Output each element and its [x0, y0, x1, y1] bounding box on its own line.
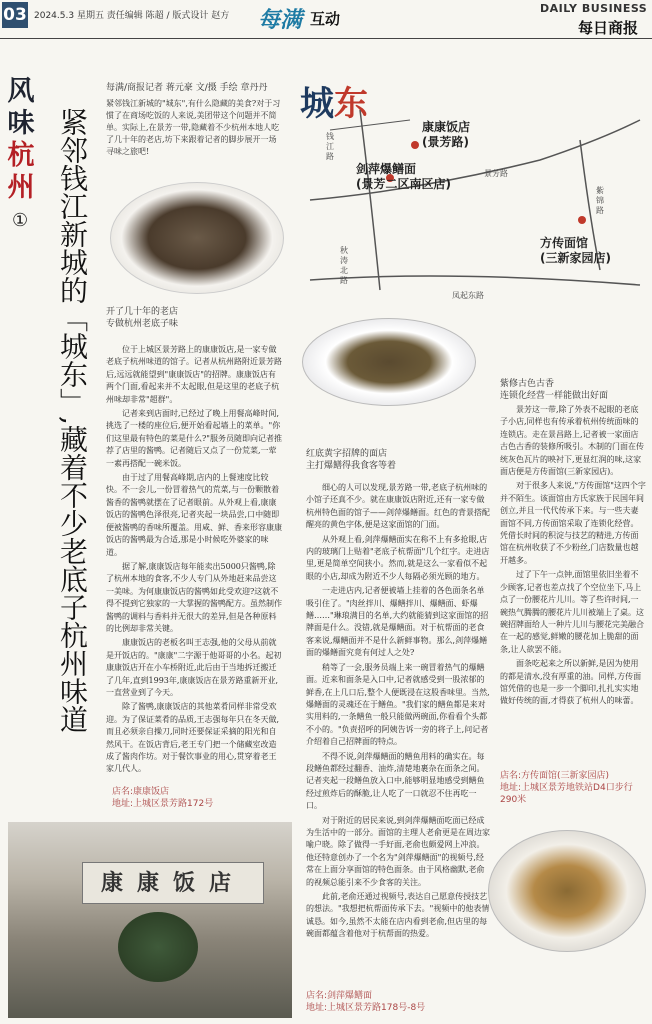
paragraph: 据了解,康康饭店每年能卖出5000只酱鸭,除了杭州本地的食客,不少人专门从外地赶来品尝这一美味。为何康康饭店的酱鸭如此受欢迎?这就不得不提到它独家的一大掌握的酱鸭配方。虽然制作酱鸭的调料与香料并无很大的差异,但是各种原料的比例却非常关键。: [106, 561, 282, 633]
paragraph: 康康饭店的老板名叫王志强,他的父母从前就是开饭店的。"康康"二字源于他哥哥的小名。起初康康饭店开在小车桥附近,此后由于当地拆迁搬迁了几年,直到1993年,康康饭店在景芳路重新开业,一直营业到了今天。: [106, 638, 282, 697]
map-shop-label: [356, 162, 451, 192]
paragraph: 除了酱鸭,康康饭店的其他菜肴同样非常受欢迎。为了保证菜肴的品质,王志强每年只在冬天做,而且必须亲自操刀,同时还要保证采摘的阳光和自然风干。在饭店背后,老王专门把一个储藏室改造成了酱肉作坊。对于餐饮事业的用心,贯穿着老王家几代人。: [106, 702, 280, 774]
storefront-sign: 康康饭店: [82, 862, 264, 904]
road-label: 景芳路: [484, 169, 508, 178]
page-number: 03: [2, 2, 28, 28]
caption-line: 专做杭州老底子味: [106, 319, 179, 329]
duck-dish-photo: [110, 182, 284, 294]
address-line: 地址:上城区景芳路172号: [112, 799, 214, 809]
intro-text: 紧邻钱江新城的"城东",有什么隐藏的美食?对于习惯了在商场吃饭的人来说,美团带这个问题并不简单。实际上,在景芳一带,隐藏着不少杭州本地人吃了几十年的老店,坊下来跟着记者的脚步展开一场寻味之旅吧!: [106, 99, 281, 156]
brand-cn: 每日商报: [578, 19, 639, 37]
map-title-char: 东: [334, 84, 368, 124]
tree-shape: [118, 912, 198, 982]
section-title: 互动: [310, 10, 341, 28]
paragraph: 对于很多人来说,"方传面馆"这四个字并不陌生。该面馆由方氏家族于民国年间创立,并且一代代传承下来。与一些夫妻面馆不同,方传面馆采取了连锁化经营。凭借长时间的积淀与技艺的精进,方传面馆在杭州收获了不少粉丝,门店数量也越开越多。: [500, 481, 646, 565]
caption-line: 红底黄字招牌的面店: [306, 449, 388, 459]
paragraph: 位于上城区景芳路上的康康饭店,是一家专做老底子杭州味道的馆子。记者从杭州路附近景芳路后,远远就能望到"康康饭店"的招牌。康康饭店有两个门面,看起来并不太起眼,但是这里的老底子杭州味却非常"超群"。: [106, 345, 282, 404]
road-label: 紫锦路: [596, 186, 604, 215]
series-char: 味: [7, 108, 35, 139]
hand-drawn-map: [300, 100, 646, 300]
paragraph: 面条吃起来之所以新鲜,是因为使用的都是清水,没有厚重的油。同样,方传面馆凭借的也是一步一个脚印,扎扎实实地做好传统的面,才得获了杭州人的味蕾。: [500, 659, 642, 706]
map-shop-name: 康康饭店: [422, 120, 471, 134]
photo-caption: [500, 378, 646, 402]
article-column-c: [500, 404, 646, 710]
series-char: 杭: [7, 140, 35, 171]
caption-line: 连锁化经营一样能做出好面: [500, 391, 609, 401]
paragraph: 由于过了用餐高峰期,店内的上餐速度比较快。不一会儿,一份冒着热气的荒菜,与一份颗散着酱香的酱鸭就摆在了记者眼前。从外观上看,康康饭店的酱鸭色泽很亮,记者夹起一块品尝,口中随即便被酱鸭的香味所覆盖。用咸、鲜、香来形容康康饭店的酱鸭最为合适,那是小时候吃外婆家的味道。: [106, 473, 282, 557]
address-line: 店名:剑萍爆鳝面: [306, 991, 373, 1001]
address-line: 店名:方传面馆(三新家园店): [500, 771, 610, 781]
map-shop-sub: (景芳二区南区店): [356, 177, 451, 191]
address-line: 地址:上城区景芳路178号-8号: [306, 1003, 426, 1013]
photo-caption: [106, 306, 282, 330]
paragraph: 从外观上看,剑萍爆鳝面实在称不上有多抢眼,店内的玻璃门上贴着"老底子杭帮面"几个红字。走进店里,更是简单空间狭小。然而,就是这么一家看似不起眼的小店,却成为附近不少人每隔必须光顾的地方。: [306, 534, 490, 581]
paragraph: 细心的人可以发现,景芳路一带,老底子杭州味的小馆子还真不少。就在康康饭店附近,还有一家专做杭州特色面的馆子——剑萍爆鳝面。红色的背景搭配醒亮的黄色字体,便是这家面馆的门面。: [306, 483, 490, 530]
map-shop-name: 方传面馆: [540, 236, 589, 250]
eel-noodle-photo: [302, 318, 476, 406]
headline: 紧邻钱江新城的「城东」,藏着不少老底子杭州味道: [56, 108, 89, 733]
paragraph: 对于附近的居民来说,到剑萍爆鳝面吃面已经成为生活中的一部分。面馆的主理人老俞更是在周边家喻户晓。除了做得一手好面,老俞也颇爱网上冲浪。他还特意创办了一个名为"剑萍爆鳝面"的视频号,经常在上面分享面馆的特色面条。由于风格幽默,老俞的视频总能引来不少食客的关注。: [306, 815, 490, 887]
shop-address: [500, 770, 646, 806]
section-logo: 每满: [258, 7, 303, 33]
paragraph: 记者来到店面时,已经过了晚上用餐高峰时间,挑选了一楼的座位后,便开始看起墙上的菜单。"你们这里最有特色的菜是什么?"服务员随即向记者推荐了店里的酱鸭。记者随后又点了一份荒菜,一荤一素再搭配一碗米饭。: [106, 409, 282, 468]
paragraph: 稍等了一会,服务员端上来一碗冒着热气的爆鳝面。近来和面条是入口中,记者就感受到一股浓郁的鲜香,在上几口后,整个人便既浸在这股香味里。当然,爆鳝面的灵魂还在于鳝鱼。"我们家的鳝鱼都是来对实用料的,一条鳝鱼一般只能做两碗面,你看看个头都不小的。"负责招呼的阿姨告诉一旁的将子上,问记者介绍着自己招牌面的特点。: [306, 662, 490, 747]
series-number: ①: [12, 210, 29, 231]
map-shop-sub: (景芳路): [422, 135, 469, 149]
article-column-a: [106, 344, 282, 778]
kidney-noodle-photo: [488, 830, 646, 952]
map-shop-sub: (三新家园店): [540, 251, 611, 265]
brand-en: DAILY BUSINESS: [540, 2, 648, 15]
series-char: 州: [7, 172, 35, 203]
address-line: 地址:上城区景芳地铁站D4口步行290米: [500, 783, 633, 805]
photo-caption: [306, 448, 490, 472]
road-label: 钱江路: [326, 132, 334, 161]
paragraph: 过了下午一点钟,面馆里依旧坐着不少顾客,记者也差点找了个空位坐下,马上点了一份腰花片儿川。等了些许时间,一碗热气腾腾的腰花片儿川被端上了桌。这碗招牌面给人一种片儿川与腰花完美融合在一起的感觉,鲜嫩的腰花加上脆甜的面条,让人欲罢不能。: [500, 570, 644, 654]
caption-line: 主打爆鳝得我食客等着: [306, 461, 397, 471]
shop-address: [112, 786, 288, 810]
shop-address: [306, 990, 490, 1014]
address-line: 店名:康康饭店: [112, 787, 170, 797]
map-shop-label: [422, 120, 470, 150]
byline: 每满/商报记者 蒋元豪 文/摄 手绘 章丹丹: [106, 83, 268, 93]
map-shop-label: [540, 236, 611, 266]
paragraph: 景芳这一带,除了外表不起眼的老底子小店,同样也有传承着杭州传统面味的连锁店。走在景昌路上,记者被一家面店古色古香的装修所吸引。木制的门面在传统灰色瓦片的映衬下,更显红润的味,这家面店便是方传面馆(三新家园店)。: [500, 405, 644, 477]
caption-line: 开了几十年的老店: [106, 307, 179, 317]
series-char: 风: [7, 76, 35, 107]
road-label: 秋涛北路: [340, 246, 348, 285]
map-shop-name: 剑萍爆鳝面: [356, 162, 417, 176]
series-title: [6, 76, 36, 204]
paragraph: 一走进店内,记者便被墙上挂着的各色面条名单吸引住了。"肉丝拌川、爆鳝拌川、爆鳝面、虾爆鳝……"琳琅满目的名单,大约就能猜到这家面馆的招牌面是什么。没错,就是爆鳝面。对于杭帮面的老食客来说,爆鳝面并不是什么新鲜事物。那么,剑萍爆鳝面的爆鳝面究竟有何过人之处?: [306, 586, 489, 658]
paragraph: 此前,老俞还通过视频号,表达自己愿意传授技艺的想法。"我想把杭帮面传承下去。"视频中的他表情诚恳。如今,虽然不太能在店内看到老俞,但店里的每碗面都蕴含着他对于杭帮面的热爱。: [306, 892, 490, 939]
article-column-b: [306, 482, 490, 943]
paragraph: 不得不说,剑萍爆鳝面的鳝鱼用料的确实在。每段鳝鱼都经过翻香、油炸,清楚地裹杂在面条之间。记者夹起一段鳝鱼放入口中,能够明显地感受到鳝鱼经过煎炸后的酥脆,让人吃了一口就忍不住再吃一口。: [306, 751, 485, 811]
road-label: 凤起东路: [452, 291, 484, 300]
caption-line: 紫修古色古香: [500, 379, 555, 389]
date-line: 2024.5.3 星期五 责任编辑 陈超 / 版式设计 赵方: [34, 11, 230, 21]
map-title-char: 城: [300, 84, 334, 124]
